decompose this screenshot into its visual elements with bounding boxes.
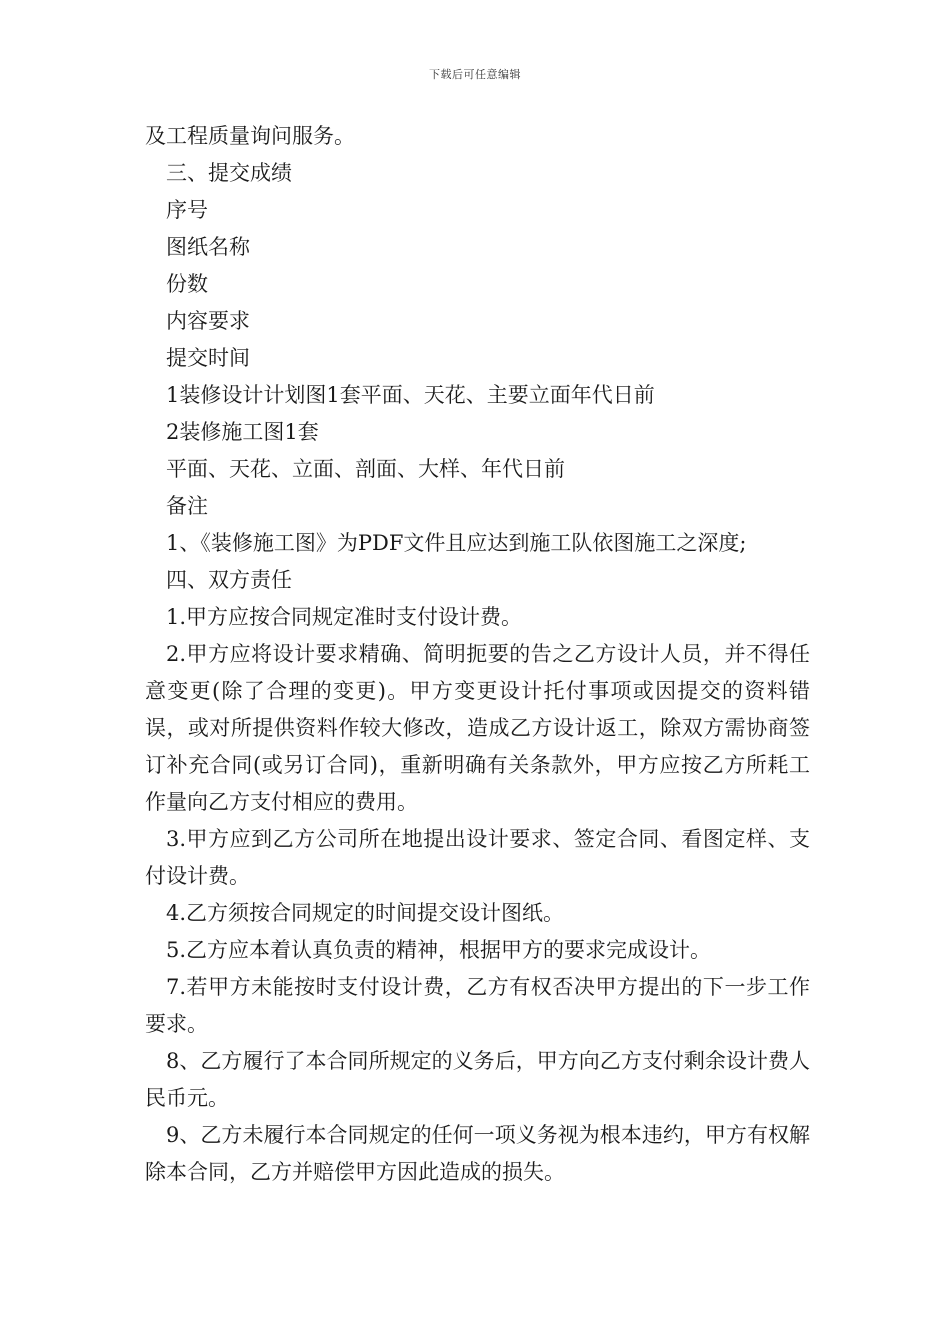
text-line: 1.甲方应按合同规定准时支付设计费。	[166, 605, 523, 629]
text-line: 备注	[166, 494, 208, 518]
page-header: 下载后可任意编辑	[429, 68, 521, 81]
text-line: 1、《装修施工图》为PDF文件且应达到施工队依图施工之深度;	[166, 531, 747, 555]
text-line: 4.乙方须按合同规定的时间提交设计图纸。	[166, 901, 565, 925]
text-line: 内容要求	[166, 309, 250, 333]
text-line: 1装修设计计划图1套平面、天花、主要立面年代日前	[166, 383, 655, 407]
text-line: 序号	[166, 198, 208, 222]
section-heading: 四、双方责任	[166, 568, 292, 592]
paragraph: 2.甲方应将设计要求精确、简明扼要的告之乙方设计人员，并不得任意变更(除了合理的变更)。甲方变更设计托付事项或因提交的资料错误，或对所提供资料作较大修改，造成乙方设计返工，除双方需协商签订补充合同(或另订合同)，重新明确有关条款外，甲方应按乙方所耗工作量向乙方支付相应的费用。	[145, 642, 810, 814]
text-line: 提交时间	[166, 346, 250, 370]
document-body	[145, 118, 810, 1191]
text-line: 图纸名称	[166, 235, 250, 259]
text-line: 5.乙方应本着认真负责的精神，根据甲方的要求完成设计。	[166, 938, 712, 962]
section-heading: 三、提交成绩	[166, 161, 292, 185]
text-line: 2装修施工图1套	[166, 420, 319, 444]
paragraph: 3.甲方应到乙方公司所在地提出设计要求、签定合同、看图定样、支付设计费。	[145, 827, 810, 888]
text-line: 及工程质量询问服务。	[145, 124, 355, 148]
paragraph: 8、乙方履行了本合同所规定的义务后，甲方向乙方支付剩余设计费人民币元。	[145, 1049, 810, 1110]
paragraph: 9、乙方未履行本合同规定的任何一项义务视为根本违约，甲方有权解除本合同，乙方并赔偿甲方因此造成的损失。	[145, 1123, 810, 1184]
text-line: 平面、天花、立面、剖面、大样、年代日前	[166, 457, 565, 481]
paragraph: 7.若甲方未能按时支付设计费，乙方有权否决甲方提出的下一步工作要求。	[145, 975, 810, 1036]
text-line: 份数	[166, 272, 208, 296]
